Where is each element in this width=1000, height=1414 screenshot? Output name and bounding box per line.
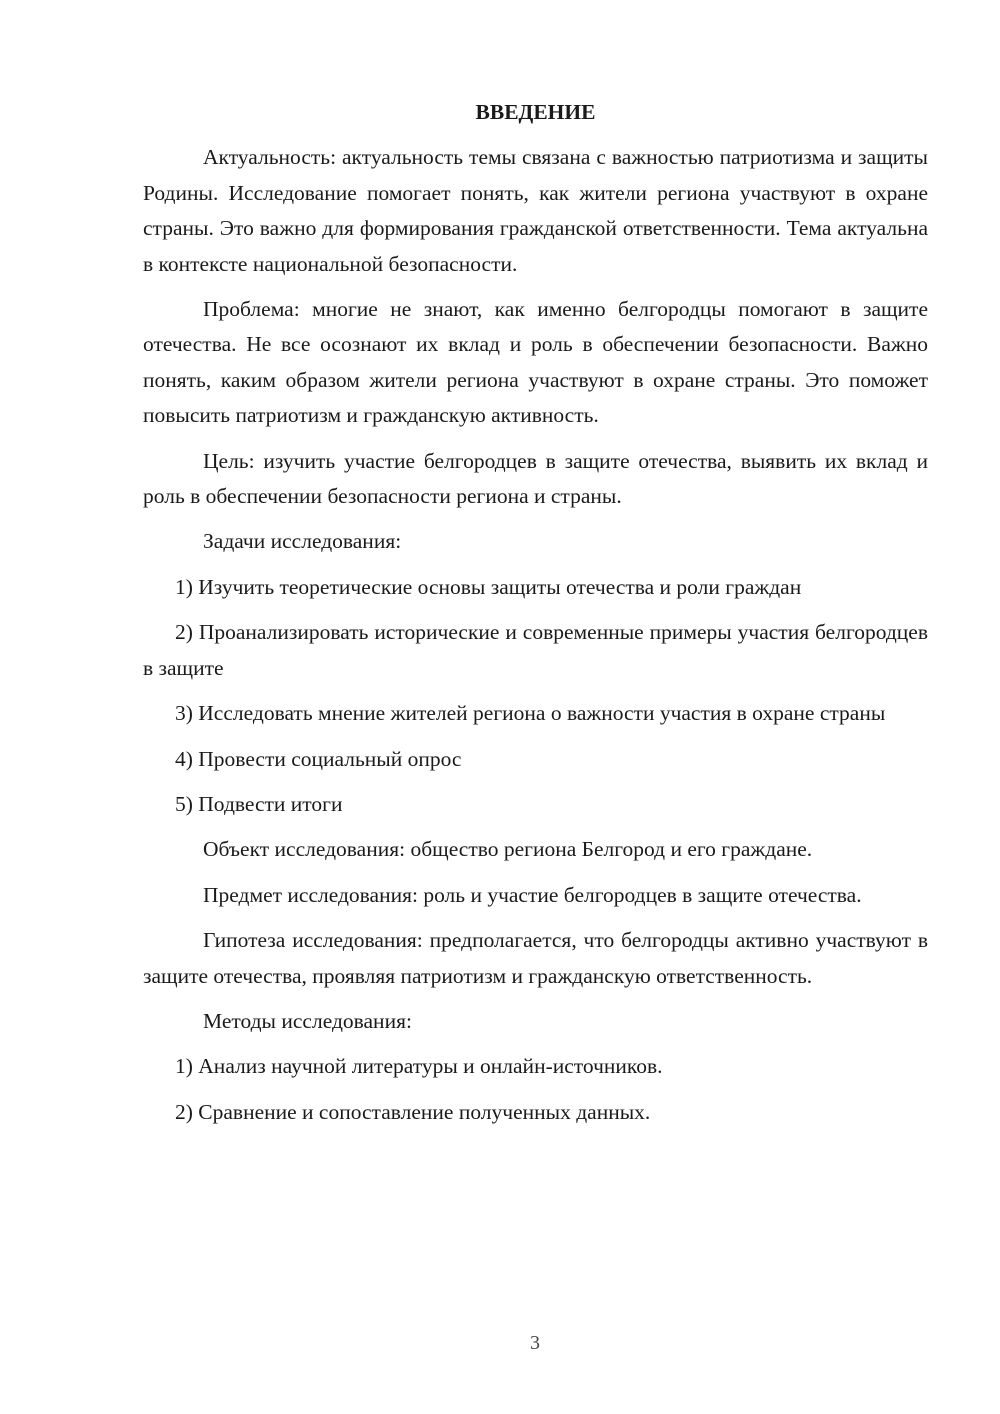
paragraph-hypothesis: Гипотеза исследования: предполагается, что белгородцы активно участвуют в защите отечества, проявляя патриотизм и гражданскую ответственность.	[143, 928, 928, 988]
list-item-task-4: 4) Провести социальный опрос	[175, 746, 462, 771]
paragraph-problem: Проблема: многие не знают, как именно белгородцы помогают в защите отечества. Не все осознают их вклад и роль в обеспечении безопасности. Важно понять, каким образом жители региона участвуют в охране страны. Это поможет повысить патриотизм и гражданскую активность.	[143, 297, 928, 428]
list-item-task-2: 2) Проанализировать исторические и современные примеры участия белгородцев в защите	[143, 620, 928, 680]
list-item-task-3: 3) Исследовать мнение жителей региона о важности участия в охране страны	[175, 701, 886, 726]
paragraph-goal: Цель: изучить участие белгородцев в защите отечества, выявить их вклад и роль в обеспечении безопасности региона и страны.	[143, 448, 928, 509]
document-page	[143, 95, 928, 1140]
list-item-task-1: 1) Изучить теоретические основы защиты отечества и роли граждан	[175, 574, 802, 599]
page-number: 3	[530, 1332, 540, 1354]
paragraph-relevance: Актуальность: актуальность темы связана с важностью патриотизма и защиты Родины. Исследование помогает понять, как жители региона участвуют в охране страны. Это важно для формирования гражданской ответственности. Тема актуальна в контексте национальной безопасности.	[143, 145, 928, 276]
list-item-method-2: 2) Сравнение и сопоставление полученных данных.	[175, 1099, 651, 1124]
list-item-task-5: 5) Подвести итоги	[175, 791, 343, 816]
section-heading: ВВЕДЕНИЕ	[475, 100, 596, 124]
paragraph-object: Объект исследования: общество региона Белгород и его граждане.	[203, 837, 813, 862]
paragraph-subject: Предмет исследования: роль и участие белгородцев в защите отечества.	[203, 882, 862, 907]
list-item-method-1: 1) Анализ научной литературы и онлайн-источников.	[175, 1054, 663, 1079]
paragraph-tasks-heading: Задачи исследования:	[203, 529, 402, 554]
paragraph-methods-heading: Методы исследования:	[203, 1008, 412, 1033]
